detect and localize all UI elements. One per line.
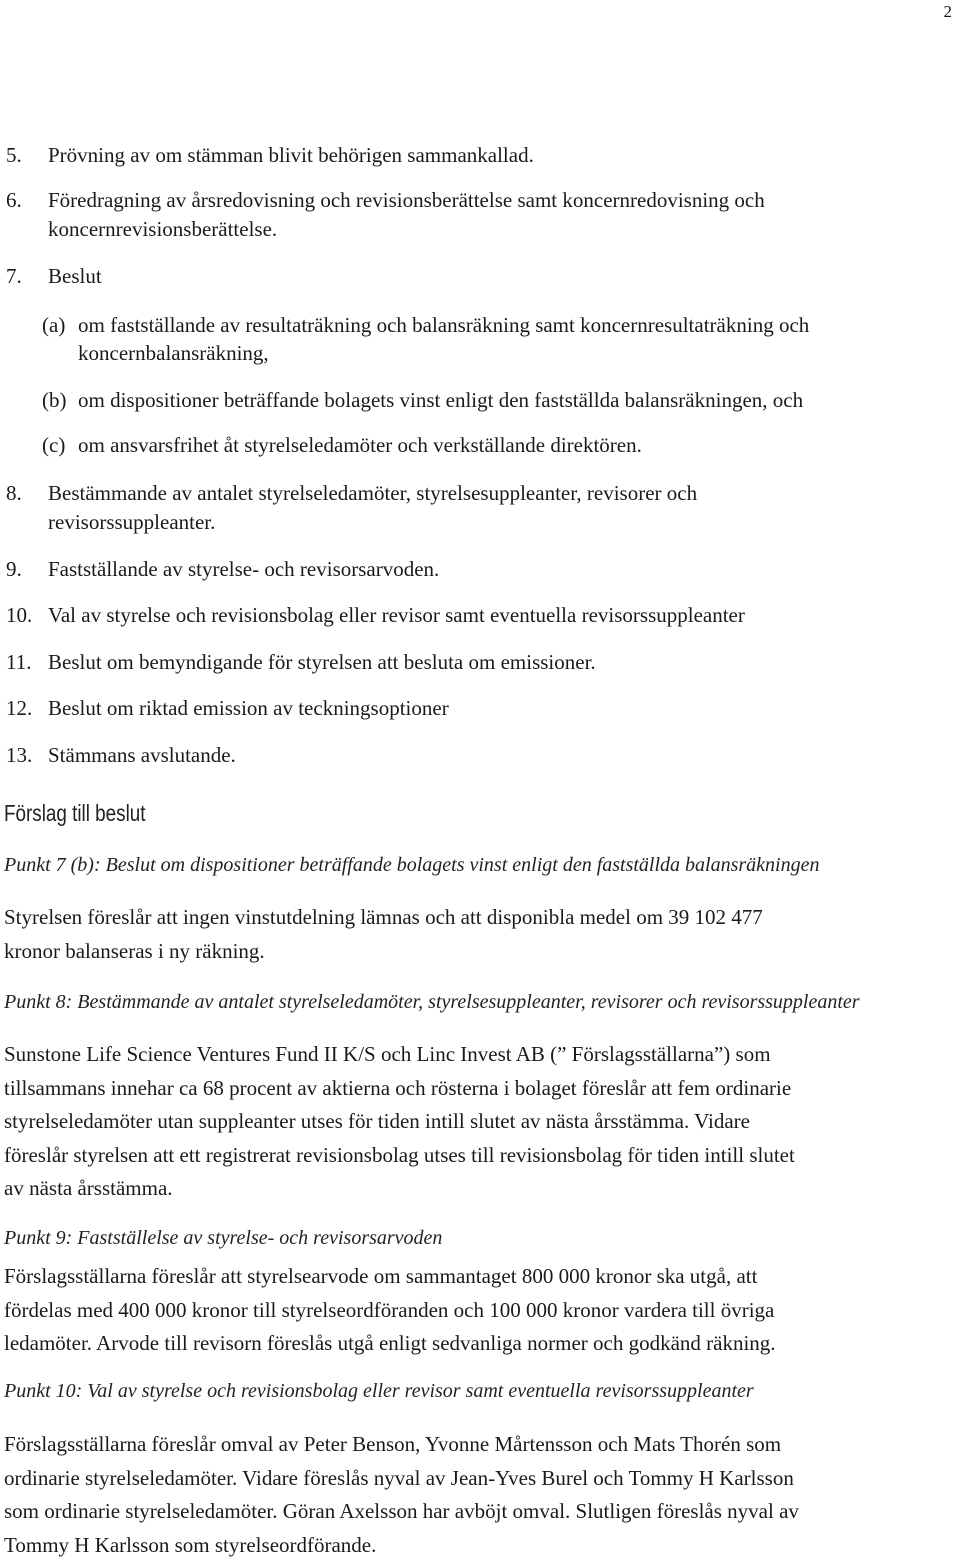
sub-item-text: koncernbalansräkning, bbox=[78, 339, 269, 367]
sub-item-text: om ansvarsfrihet åt styrelseledamöter och verkställande direktören. bbox=[78, 431, 642, 459]
text-line: kronor balanseras i ny räkning. bbox=[4, 935, 954, 969]
item-number: 5. bbox=[6, 141, 46, 169]
text-line: Styrelsen föreslår att ingen vinstutdelning lämnas och att disponibla medel om 39 102 477 bbox=[4, 901, 954, 935]
item-text: Beslut om bemyndigande för styrelsen att besluta om emissioner. bbox=[48, 648, 596, 676]
item-text: Prövning av om stämman blivit behörigen sammankallad. bbox=[48, 141, 534, 169]
text-line: av nästa årsstämma. bbox=[4, 1172, 954, 1206]
text-line: tillsammans innehar ca 68 procent av aktierna och rösterna i bolaget föreslår att fem ordinarie bbox=[4, 1072, 954, 1106]
proposal-8-text bbox=[4, 1038, 954, 1206]
proposal-9-text bbox=[4, 1260, 954, 1361]
item-text: Stämmans avslutande. bbox=[48, 741, 236, 769]
item-text: koncernrevisionsberättelse. bbox=[48, 215, 277, 243]
sub-item-text: om fastställande av resultaträkning och balansräkning samt koncernresultaträkning och bbox=[78, 311, 809, 339]
item-number: 10. bbox=[6, 601, 46, 629]
text-line: Förslagsställarna föreslår att styrelsearvode om sammantaget 800 000 kronor ska utgå, att bbox=[4, 1260, 954, 1294]
item-text: Fastställande av styrelse- och revisorsarvoden. bbox=[48, 555, 439, 583]
section-heading: Förslag till beslut bbox=[4, 800, 146, 827]
text-line: som ordinarie styrelseledamöter. Göran Axelsson har avböjt omval. Slutligen föreslås nyval av bbox=[4, 1495, 954, 1529]
text-line: föreslår styrelsen att ett registrerat revisionsbolag utses till revisionsbolag för tiden intill slutet bbox=[4, 1139, 954, 1173]
text-line: Sunstone Life Science Ventures Fund II K/S och Linc Invest AB (” Förslagsställarna”) som bbox=[4, 1038, 954, 1072]
item-number: 6. bbox=[6, 186, 46, 214]
sub-item-text: om dispositioner beträffande bolagets vinst enligt den fastställda balansräkningen, och bbox=[78, 386, 803, 414]
item-text: Föredragning av årsredovisning och revisionsberättelse samt koncernredovisning och bbox=[48, 186, 765, 214]
item-number: 7. bbox=[6, 262, 46, 290]
text-line: Tommy H Karlsson som styrelseordförande. bbox=[4, 1529, 954, 1562]
item-number: 13. bbox=[6, 741, 46, 769]
proposal-7b-title: Punkt 7 (b): Beslut om dispositioner beträffande bolagets vinst enligt den fastställda balansräkningen bbox=[4, 854, 819, 877]
item-text: Bestämmande av antalet styrelseledamöter, styrelsesuppleanter, revisorer och bbox=[48, 479, 697, 507]
item-number: 12. bbox=[6, 694, 46, 722]
item-text: Beslut bbox=[48, 262, 102, 290]
item-number: 11. bbox=[6, 648, 46, 676]
proposal-8-title: Punkt 8: Bestämmande av antalet styrelseledamöter, styrelsesuppleanter, revisorer och revisorssuppleanter bbox=[4, 991, 860, 1014]
proposal-7b-text bbox=[4, 901, 954, 968]
sub-item-label: (a) bbox=[42, 311, 65, 339]
item-number: 9. bbox=[6, 555, 46, 583]
item-text: Beslut om riktad emission av teckningsoptioner bbox=[48, 694, 449, 722]
proposal-10-text bbox=[4, 1428, 954, 1562]
page-number: 2 bbox=[944, 2, 953, 22]
sub-item-label: (c) bbox=[42, 431, 65, 459]
text-line: ledamöter. Arvode till revisorn föreslås utgå enligt sedvanliga normer och godkänd räkning. bbox=[4, 1327, 954, 1361]
proposal-10-title: Punkt 10: Val av styrelse och revisionsbolag eller revisor samt eventuella revisorssuppleanter bbox=[4, 1380, 754, 1403]
text-line: fördelas med 400 000 kronor till styrelseordföranden och 100 000 kronor vardera till övriga bbox=[4, 1294, 954, 1328]
item-text: Val av styrelse och revisionsbolag eller revisor samt eventuella revisorssuppleanter bbox=[48, 601, 745, 629]
sub-item-label: (b) bbox=[42, 386, 67, 414]
text-line: styrelseledamöter utan suppleanter utses för tiden intill slutet av nästa årsstämma. Vidare bbox=[4, 1105, 954, 1139]
proposal-9-title: Punkt 9: Fastställelse av styrelse- och revisorsarvoden bbox=[4, 1227, 442, 1250]
text-line: Förslagsställarna föreslår omval av Peter Benson, Yvonne Mårtensson och Mats Thorén som bbox=[4, 1428, 954, 1462]
text-line: ordinarie styrelseledamöter. Vidare föreslås nyval av Jean-Yves Burel och Tommy H Karlsson bbox=[4, 1462, 954, 1496]
item-text: revisorssuppleanter. bbox=[48, 508, 215, 536]
item-number: 8. bbox=[6, 479, 46, 507]
